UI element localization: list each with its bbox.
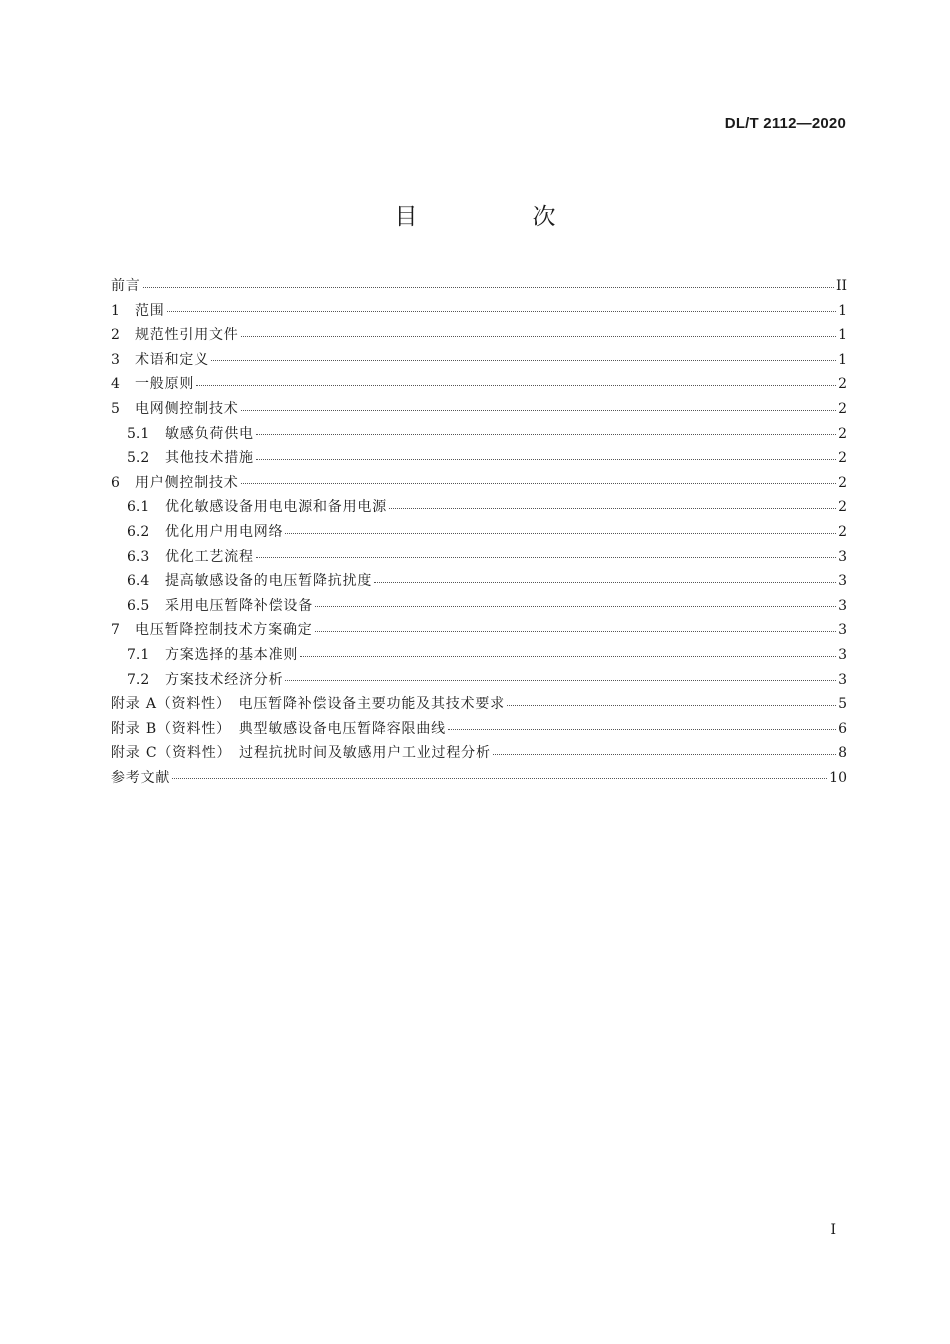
toc-dot-leader <box>143 286 834 288</box>
toc-entry-number: 6.3 <box>127 548 150 565</box>
toc-entry-label: 参考文献 <box>111 769 171 786</box>
toc-entry-label: 优化用户用电网络 <box>165 523 284 540</box>
toc-dot-leader <box>256 433 836 435</box>
toc-entry[interactable] <box>111 545 847 570</box>
toc-dot-leader <box>241 409 836 411</box>
toc-entry-label: 前言 <box>111 278 141 294</box>
toc-entry[interactable] <box>111 520 847 545</box>
toc-dot-leader <box>285 679 836 681</box>
toc-entry[interactable] <box>111 618 847 643</box>
toc-entry[interactable] <box>111 766 847 791</box>
toc-entry[interactable] <box>111 274 847 299</box>
toc-entry[interactable] <box>111 569 847 594</box>
toc-entry-page: 2 <box>838 425 847 442</box>
page-title: 目 次 <box>394 204 602 230</box>
toc-entry[interactable] <box>111 717 847 742</box>
table-of-contents <box>111 274 847 790</box>
toc-dot-leader <box>374 581 836 583</box>
toc-entry-page: 8 <box>838 745 847 762</box>
toc-entry[interactable] <box>111 372 847 397</box>
toc-entry[interactable] <box>111 692 847 717</box>
toc-entry-number: 7.2 <box>127 671 150 688</box>
toc-entry-number: 6.2 <box>127 523 150 540</box>
toc-entry-number: 6.5 <box>127 597 150 614</box>
toc-entry-label: 术语和定义 <box>135 351 209 368</box>
toc-dot-leader <box>448 728 836 730</box>
toc-dot-leader <box>493 753 836 755</box>
standard-code: DL/T 2112—2020 <box>724 115 846 132</box>
toc-entry-page: 3 <box>838 622 847 639</box>
toc-entry-label: 范围 <box>135 302 165 319</box>
toc-dot-leader <box>389 507 836 509</box>
toc-dot-leader <box>315 605 836 607</box>
toc-entry-number: 7.1 <box>127 646 150 663</box>
toc-entry-page: 5 <box>838 696 847 713</box>
page-number: I <box>830 1222 836 1238</box>
toc-entry-number: 5 <box>111 400 120 417</box>
toc-dot-leader <box>285 532 836 534</box>
toc-entry[interactable] <box>111 495 847 520</box>
toc-entry-label: 一般原则 <box>135 376 195 393</box>
toc-dot-leader <box>256 458 836 460</box>
toc-entry-page: 10 <box>829 769 847 786</box>
toc-entry-page: 2 <box>838 474 847 491</box>
toc-entry[interactable] <box>111 397 847 422</box>
toc-entry-number: 6.1 <box>127 499 150 516</box>
toc-entry-label: 附录 A（资料性） 电压暂降补偿设备主要功能及其技术要求 <box>111 696 505 713</box>
toc-entry[interactable] <box>111 668 847 693</box>
toc-entry[interactable] <box>111 471 847 496</box>
toc-dot-leader <box>300 655 836 657</box>
toc-entry-page: 1 <box>838 302 847 319</box>
toc-entry[interactable] <box>111 422 847 447</box>
toc-entry[interactable] <box>111 594 847 619</box>
toc-entry-label: 附录 B（资料性） 典型敏感设备电压暂降容限曲线 <box>111 720 446 737</box>
toc-entry[interactable] <box>111 348 847 373</box>
toc-entry-page: 2 <box>838 450 847 467</box>
toc-dot-leader <box>241 335 836 337</box>
toc-entry-number: 7 <box>111 622 120 639</box>
toc-entry[interactable] <box>111 446 847 471</box>
toc-dot-leader <box>507 704 836 706</box>
toc-entry-page: 6 <box>838 720 847 737</box>
toc-entry-page: 1 <box>838 327 847 344</box>
toc-entry-label: 方案技术经济分析 <box>165 671 284 688</box>
toc-entry-label: 方案选择的基本准则 <box>165 646 299 663</box>
toc-entry-page: 2 <box>838 499 847 516</box>
toc-entry-number: 5.2 <box>127 450 150 467</box>
toc-entry-number: 6 <box>111 474 120 491</box>
toc-entry-page: 3 <box>838 671 847 688</box>
toc-entry-label: 电压暂降控制技术方案确定 <box>135 622 313 639</box>
toc-entry-label: 敏感负荷供电 <box>165 425 254 442</box>
toc-entry-page: II <box>835 278 847 294</box>
toc-dot-leader <box>256 556 836 558</box>
toc-entry-label: 附录 C（资料性） 过程抗扰时间及敏感用户工业过程分析 <box>111 745 491 762</box>
toc-dot-leader <box>167 310 836 312</box>
toc-entry-label: 采用电压暂降补偿设备 <box>165 597 313 614</box>
toc-entry-number: 3 <box>111 351 120 368</box>
toc-entry-label: 用户侧控制技术 <box>135 474 239 491</box>
toc-entry-label: 优化工艺流程 <box>165 548 254 565</box>
toc-entry[interactable] <box>111 323 847 348</box>
toc-entry[interactable] <box>111 741 847 766</box>
toc-dot-leader <box>315 630 836 632</box>
toc-dot-leader <box>172 777 827 779</box>
toc-entry-page: 3 <box>838 597 847 614</box>
toc-entry-page: 2 <box>838 523 847 540</box>
toc-entry-label: 优化敏感设备用电电源和备用电源 <box>165 499 387 516</box>
toc-entry-number: 5.1 <box>127 425 150 442</box>
toc-entry-number: 2 <box>111 327 120 344</box>
toc-entry-label: 电网侧控制技术 <box>135 400 239 417</box>
toc-entry[interactable] <box>111 643 847 668</box>
toc-dot-leader <box>211 359 836 361</box>
toc-entry-label: 其他技术措施 <box>165 450 254 467</box>
toc-entry[interactable] <box>111 299 847 324</box>
toc-dot-leader <box>196 384 836 386</box>
toc-dot-leader <box>241 482 836 484</box>
toc-entry-number: 4 <box>111 376 120 393</box>
toc-entry-number: 6.4 <box>127 573 150 590</box>
toc-entry-page: 1 <box>838 351 847 368</box>
toc-entry-label: 规范性引用文件 <box>135 327 239 344</box>
toc-entry-page: 3 <box>838 573 847 590</box>
toc-entry-page: 3 <box>838 548 847 565</box>
toc-entry-page: 2 <box>838 376 847 393</box>
toc-entry-page: 3 <box>838 646 847 663</box>
toc-entry-label: 提高敏感设备的电压暂降抗扰度 <box>165 573 373 590</box>
toc-entry-page: 2 <box>838 400 847 417</box>
toc-entry-number: 1 <box>111 302 120 319</box>
